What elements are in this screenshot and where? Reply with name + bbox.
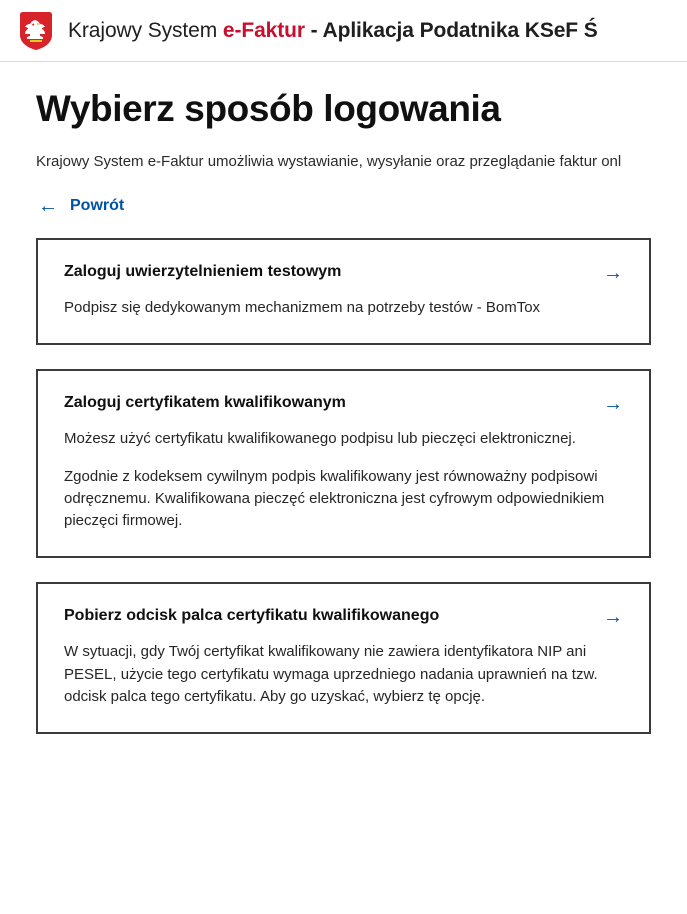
back-link[interactable] (38, 196, 124, 216)
app-title-part1: Krajowy System (68, 18, 223, 42)
login-option-header (64, 606, 625, 627)
login-option-title: Zaloguj uwierzytelnieniem testowym (64, 262, 342, 280)
login-option-paragraph: Zgodnie z kodeksem cywilnym podpis kwalifikowany jest równoważny podpisowi odręcznemu. Kwalifikowana pieczęć elektroniczna jest cyfrowym odpowiednikiem pieczęci firmowej. (64, 467, 605, 530)
arrow-right-icon[interactable]: → (603, 392, 623, 415)
login-option-card[interactable] (36, 369, 651, 559)
login-option-paragraph: W sytuacji, gdy Twój certyfikat kwalifikowany nie zawiera identyfikatora NIP ani PESEL, użycie tego certyfikatu wymaga uprzedniego nadania uprawnień na tzw. odcisk palca tego certyfikatu. Aby go uzyskać, wybierz tę opcję. (64, 643, 598, 705)
polish-eagle-emblem-icon (18, 11, 54, 51)
login-option-paragraph: Podpisz się dedykowanym mechanizmem na potrzeby testów - BomTox (64, 298, 541, 316)
login-option-card[interactable] (36, 238, 651, 345)
app-title-part2: - Aplikacja Podatnika KSeF Ś (304, 18, 598, 42)
arrow-left-icon: ← (38, 194, 58, 217)
login-option-body (64, 641, 625, 708)
login-option-body (64, 428, 625, 533)
app-title (68, 19, 598, 43)
login-option-paragraph: Możesz użyć certyfikatu kwalifikowanego podpisu lub pieczęci elektronicznej. (64, 429, 576, 447)
page-description: Krajowy System e-Faktur umożliwia wystawianie, wysyłanie oraz przeglądanie faktur onl (36, 152, 622, 170)
back-link-label: Powrót (70, 196, 125, 214)
app-header (0, 0, 687, 62)
login-option-title: Pobierz odcisk palca certyfikatu kwalifikowanego (64, 607, 440, 625)
arrow-right-icon[interactable]: → (603, 606, 623, 629)
page-title: Wybierz sposób logowania (36, 88, 501, 129)
login-option-card[interactable] (36, 582, 651, 734)
login-option-header (64, 393, 625, 414)
login-option-body (64, 297, 625, 319)
arrow-right-icon[interactable]: → (603, 261, 623, 284)
main-content (0, 62, 687, 734)
login-option-header (64, 262, 625, 283)
login-option-title: Zaloguj certyfikatem kwalifikowanym (64, 393, 346, 411)
app-title-efaktur: e-Faktur (222, 18, 305, 42)
